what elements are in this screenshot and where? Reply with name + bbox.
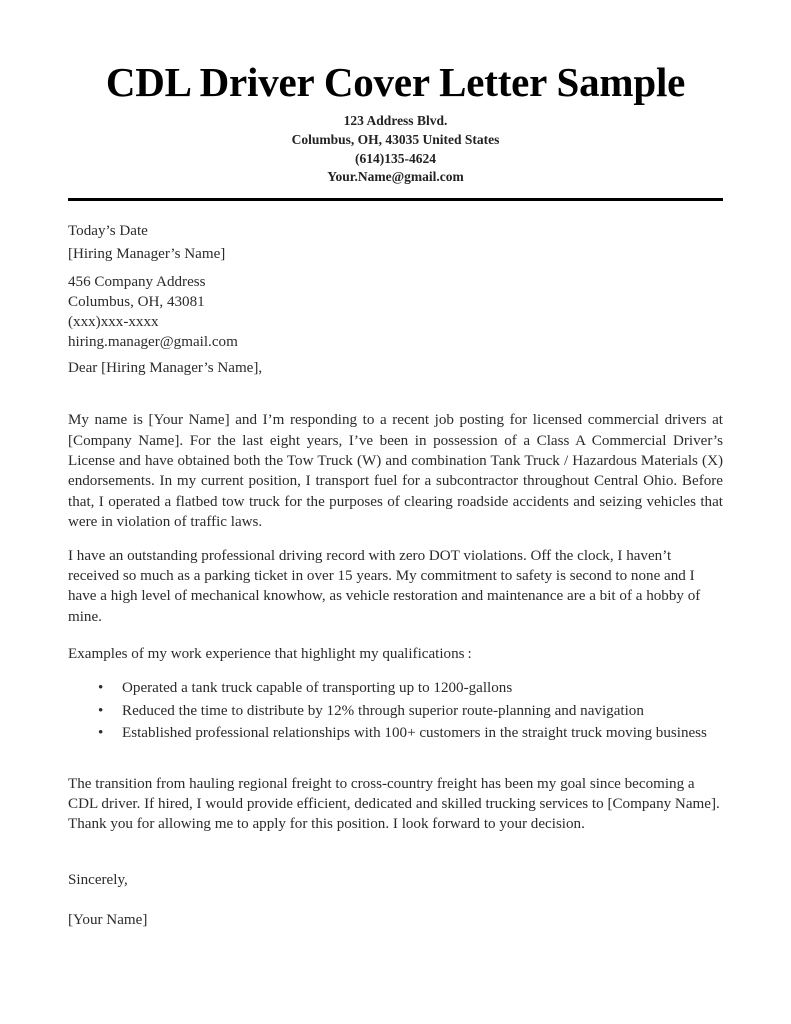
recipient-address-line1: 456 Company Address xyxy=(68,273,206,290)
sender-address-line2: Columbus, OH, 43035 United States xyxy=(291,131,500,147)
list-item xyxy=(68,723,723,744)
letterhead xyxy=(68,0,723,201)
list-item-label: Established professional relationships with 100+ customers in the straight truck moving business xyxy=(122,725,707,742)
list-item-label: Operated a tank truck capable of transporting up to 1200-gallons xyxy=(122,680,513,697)
bullet-icon: • xyxy=(98,725,104,742)
list-item-label: Reduced the time to distribute by 12% through superior route-planning and navigation xyxy=(122,702,644,719)
header-divider xyxy=(68,198,723,201)
page-title: CDL Driver Cover Letter Sample xyxy=(105,59,686,105)
recipient-email: hiring.manager@gmail.com xyxy=(68,334,238,351)
recipient-phone: (xxx)xxx-xxxx xyxy=(68,314,159,331)
body-paragraph-3: The transition from hauling regional freight to cross-country freight has been my goal since becoming a CDL driver. If hired, I would provide efficient, dedicated and skilled trucking services to [Company Name]. Thank you for allowing me to apply for this position. I look forward to your decision. xyxy=(68,775,720,833)
qualifications-list xyxy=(68,664,723,744)
date-line: Today’s Date xyxy=(68,222,148,239)
sender-address-line1: 123 Address Blvd. xyxy=(343,113,448,129)
body-paragraph-2: I have an outstanding professional driving record with zero DOT violations. Off the clock, I haven’t received so much as a parking ticket in over 15 years. My commitment to safety is second to none and I have a high level of mechanical knowhow, as vehicle restoration and maintenance are a bit of a hobby of mine. xyxy=(68,547,701,625)
sender-contact-block xyxy=(68,112,723,187)
body-paragraph-1: My name is [Your Name] and I’m responding to a recent job posting for licensed commercial drivers at [Company Name]. For the last eight years, I’ve been in possession of a Class A Commercial Driver’s License and have obtained both the Tow Truck (W) and combination Tank Truck / Hazardous Materials (X) endorsements. In my current position, I transport fuel for a subcontractor throughout Central Ohio. Before that, I operated a flatbed tow truck for the purposes of clearing roadside accidents and seizing vehicles that were in violation of traffic laws. xyxy=(68,412,723,531)
bullet-icon: • xyxy=(98,702,104,719)
list-item xyxy=(68,701,723,722)
recipient-address-block xyxy=(68,272,723,361)
recipient-name: [Hiring Manager’s Name] xyxy=(68,245,226,262)
signoff-block xyxy=(68,835,723,928)
examples-lead-in: Examples of my work experience that highlight my qualifications : xyxy=(68,646,472,663)
sender-email: Your.Name@gmail.com xyxy=(327,169,464,185)
bullet-icon: • xyxy=(98,680,104,697)
recipient-address-line2: Columbus, OH, 43081 xyxy=(68,294,205,311)
signoff-label: Sincerely, xyxy=(68,871,128,888)
sender-phone: (614)135-4624 xyxy=(355,150,436,166)
letter-body xyxy=(68,209,723,928)
letter-sheet xyxy=(68,0,723,928)
salutation: Dear [Hiring Manager’s Name], xyxy=(68,360,263,377)
signature-name: [Your Name] xyxy=(68,911,148,928)
list-item xyxy=(68,678,723,699)
